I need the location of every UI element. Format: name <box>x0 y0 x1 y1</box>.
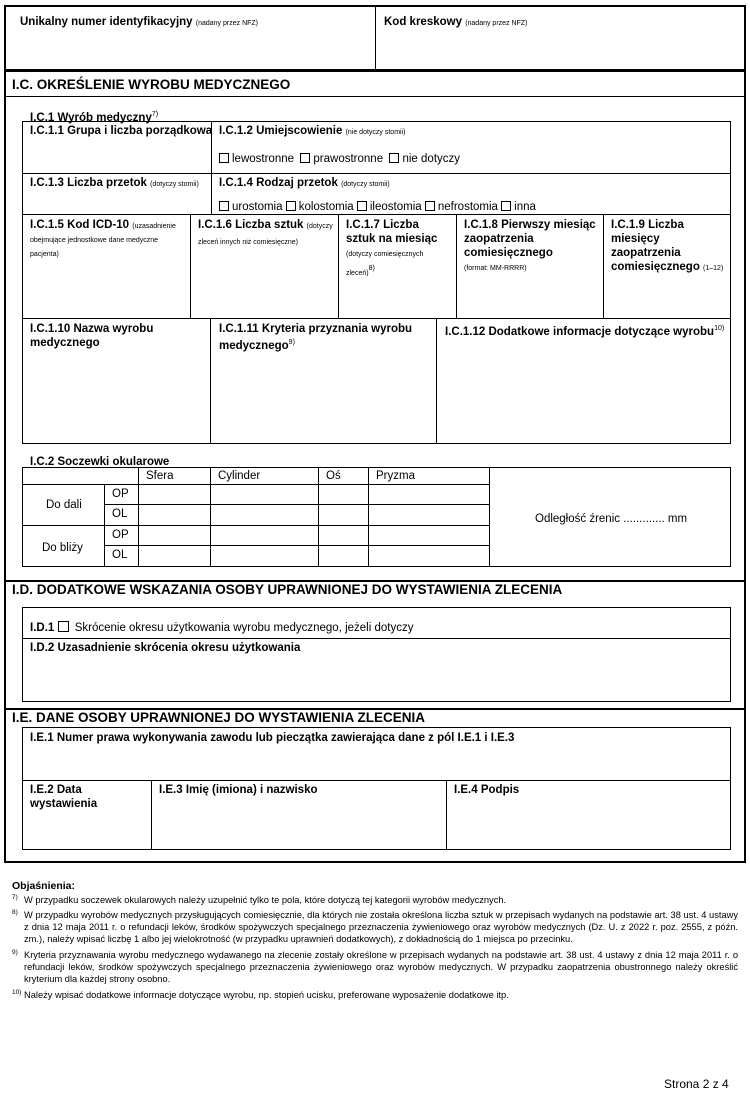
page-number: Strona 2 z 4 <box>664 1077 729 1091</box>
c2-title: I.C.2 Soczewki okularowe <box>30 456 170 468</box>
c117-label[interactable]: I.C.1.7 Liczba sztuk na miesiąc (dotyczy comiesięcznych zleceń)$^{8)}$ <box>346 219 438 277</box>
checkbox-urostomia[interactable]: urostomia <box>219 201 283 213</box>
checkbox-kolostomia[interactable]: kolostomia <box>286 201 354 213</box>
lens-eye-ol: OL <box>112 549 128 561</box>
c118-label[interactable]: I.C.1.8 Pierwszy miesiąc zaopatrzenia comiesięcznego (format: MM-RRRR) <box>464 219 596 272</box>
notes-title: Objaśnienia: <box>12 880 76 892</box>
checkbox-inna[interactable]: inna <box>501 201 536 213</box>
c1111-label[interactable]: I.C.1.11 Kryteria przyznania wyrobu medycznego$^{9)}$ <box>219 323 413 352</box>
c1-title: I.C.1 Wyrób medyczny$^{7)}$ <box>30 111 159 124</box>
barcode-field[interactable]: Kod kreskowy (nadany przez NFZ) <box>384 16 528 28</box>
lens-eye-op: OP <box>112 529 129 541</box>
note-7: 7) W przypadku soczewek okularowych należy uzupełnić tylko te pola, które dotyczą tej kategorii wyrobów medycznych. <box>12 894 507 905</box>
lens-eye-op: OP <box>112 488 129 500</box>
note-10: 10) Należy wpisać dodatkowe informacje dotyczące wyrobu, np. stopień ucisku, preferowane wyposażenie dodatkowe itp. <box>12 989 509 1000</box>
e3-label[interactable]: I.E.3 Imię (imiona) i nazwisko <box>159 784 318 796</box>
c113-label[interactable]: I.C.1.3 Liczba przetok (dotyczy stomii) <box>30 177 199 189</box>
lens-group-dali: Do dali <box>46 499 82 511</box>
checkbox-nefrostomia[interactable]: nefrostomia <box>425 201 498 213</box>
e1-label[interactable]: I.E.1 Numer prawa wykonywania zawodu lub pieczątka zawierająca dane z pól I.E.1 i I.E.3 <box>30 732 515 744</box>
d1-row[interactable]: I.D.1 Skrócenie okresu użytkowania wyrobu medycznego, jeżeli dotyczy <box>30 622 414 634</box>
checkbox-nie-dotyczy[interactable]: nie dotyczy <box>389 153 460 165</box>
pupil-distance[interactable]: Odległość źrenic ............. mm <box>535 513 688 525</box>
c1110-label[interactable]: I.C.1.10 Nazwa wyrobu medycznego <box>30 323 154 349</box>
note-9: 9) Kryteria przyznawania wyrobu medycznego wydawanego na zlecenie zostały określone w przepisach wydanych na podstawie art. 38 ust. 4 ustawy z dnia 12 maja 2011 r. o refundacji leków, środków spożywczych specjalnego przeznaczenia żywieniowego oraz wyrobów medycznych. W przypadku zaopatrzenia obustronnego należy określić kryterium dla każdej strony osobno. <box>12 949 738 984</box>
c1112-label[interactable]: I.C.1.12 Dodatkowe informacje dotyczące wyrobu$^{10)}$ <box>445 325 725 338</box>
section-ie-title: I.E. DANE OSOBY UPRAWNIONEJ DO WYSTAWIENIA ZLECENIA <box>12 710 426 725</box>
lens-header-sfera: Sfera <box>146 470 174 482</box>
c111-label[interactable]: I.C.1.1 Grupa i liczba porządkowa <box>30 125 213 137</box>
unique-id-field[interactable]: Unikalny numer identyfikacyjny (nadany przez NFZ) <box>20 16 259 28</box>
c114-label: I.C.1.4 Rodzaj przetok (dotyczy stomii) <box>219 177 390 189</box>
c112-label: I.C.1.2 Umiejscowienie (nie dotyczy stomii) <box>219 125 406 137</box>
c116-label[interactable]: I.C.1.6 Liczba sztuk (dotyczy zleceń innych niż comiesięczne) <box>198 219 333 246</box>
lens-header-cylinder: Cylinder <box>218 470 261 482</box>
section-ic-title: I.C. OKREŚLENIE WYROBU MEDYCZNEGO <box>12 77 291 92</box>
checkbox-lewostronne[interactable]: lewostronne <box>219 153 294 165</box>
note-8: 8) W przypadku wyrobów medycznych przysługujących comiesięcznie, dla których nie została określona liczba sztuk w przepisach wydanych na podstawie art. 38 ust. 4 ustawy z dnia 12 maja 2011 r. o refundacji leków, środków spożywczych specjalnego przeznaczenia żywieniowego oraz wyrobów medycznych (Dz. U. z 2022 r. poz. 2555, z późn. zm.), należy wpisać liczbę 1 albo jej wielokrotność (w przypadku uprawnień dodatkowych), z dokładnością do 1 miejsca po przecinku. <box>12 909 738 944</box>
lens-header-os: Oś <box>326 470 341 482</box>
lens-header-pryzma: Pryzma <box>376 470 415 482</box>
c119-label[interactable]: I.C.1.9 Liczba miesięcy zaopatrzenia comiesięcznego (1–12) <box>611 219 724 273</box>
section-id-title: I.D. DODATKOWE WSKAZANIA OSOBY UPRAWNIONEJ DO WYSTAWIENIA ZLECENIA <box>12 582 563 597</box>
c112-options <box>219 152 460 166</box>
c114-options <box>219 200 536 214</box>
c1-grid <box>22 121 731 444</box>
c115-label[interactable]: I.C.1.5 Kod ICD-10 (uzasadnienie obejmujące jednostkowe dane medyczne pacjenta) <box>30 219 176 258</box>
e2-label[interactable]: I.E.2 Data wystawienia <box>30 784 98 810</box>
lens-eye-ol: OL <box>112 508 128 520</box>
e-box <box>22 727 731 850</box>
e4-label[interactable]: I.E.4 Podpis <box>454 784 520 796</box>
d1-checkbox[interactable] <box>58 621 69 632</box>
lens-group-blizy: Do bliży <box>42 542 83 554</box>
d2-label[interactable]: I.D.2 Uzasadnienie skrócenia okresu użytkowania <box>30 642 301 654</box>
checkbox-prawostronne[interactable]: prawostronne <box>300 153 383 165</box>
checkbox-ileostomia[interactable]: ileostomia <box>357 201 422 213</box>
